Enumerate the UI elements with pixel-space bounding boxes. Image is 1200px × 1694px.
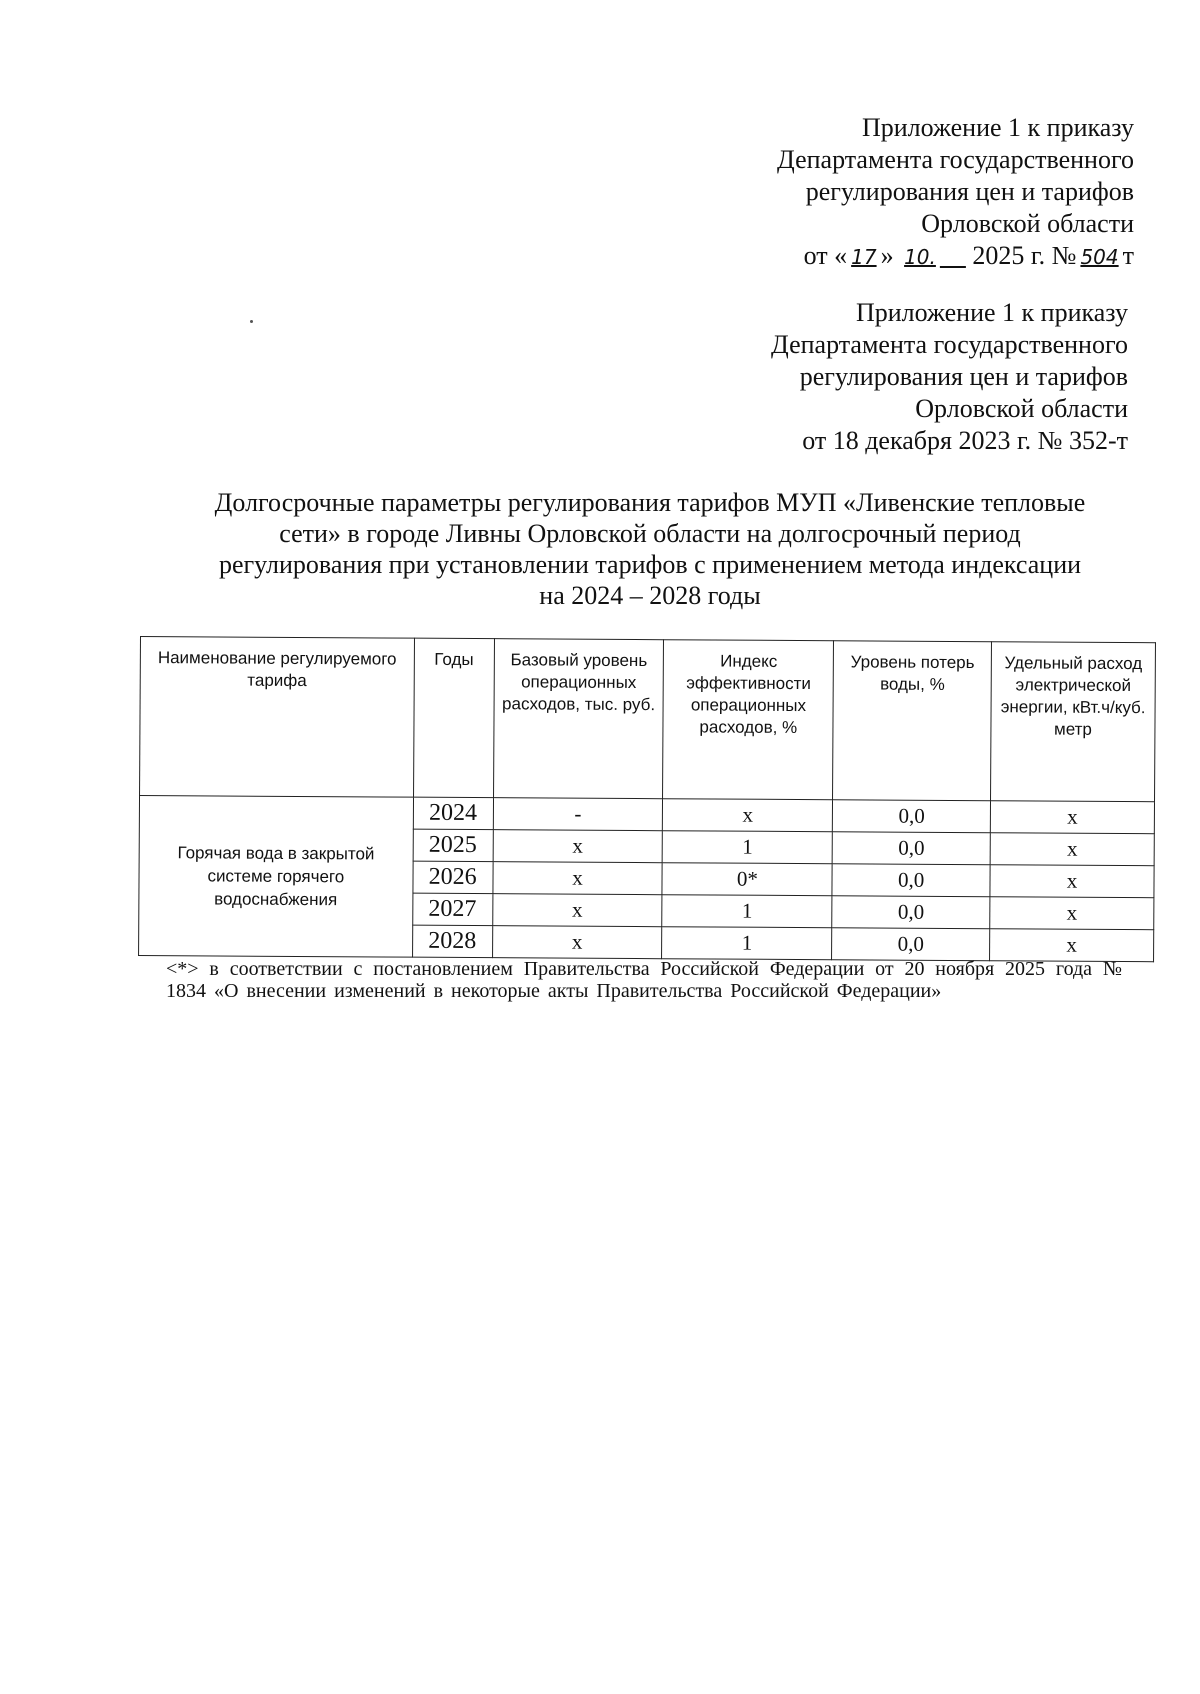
table-header-row: [140, 637, 1156, 802]
annex-line: Департамента государственного: [777, 145, 1134, 174]
index-cell: 0*: [662, 863, 832, 896]
base-cell: х: [492, 894, 662, 927]
year-cell: 2026: [413, 861, 493, 893]
base-cell: х: [493, 862, 663, 895]
index-cell: 1: [663, 831, 833, 864]
annex-line: Департамента государственного: [771, 330, 1128, 359]
loss-cell: 0,0: [832, 896, 990, 929]
loss-cell: 0,0: [833, 800, 991, 833]
index-cell: х: [663, 799, 833, 832]
annex-line: от 18 декабря 2023 г. № 352-т: [802, 426, 1128, 455]
footnote: <*> в соответствии с постановлением Правительства Российской Федерации от 20 ноября 2025 года № 1834 «О внесении изменений в некоторые акты Правительства Российской Федерации»: [166, 958, 1122, 1002]
loss-cell: 0,0: [832, 864, 990, 897]
index-cell: 1: [662, 895, 832, 928]
parameters-table-wrap: [138, 636, 1156, 962]
document-title: [180, 487, 1120, 611]
annex-date-line: [777, 240, 1134, 273]
header-tariff-name: Наименование регулируемого тарифа: [140, 637, 415, 798]
energy-cell: х: [990, 929, 1154, 962]
tariff-name-cell: Горячая вода в закрытой системе горячего водоснабжения: [139, 796, 414, 958]
handwritten-day: 17: [851, 245, 877, 269]
title-line: регулирования при установлении тарифов с применением метода индексации: [218, 550, 1082, 579]
base-cell: -: [493, 798, 663, 831]
loss-cell: 0,0: [832, 832, 990, 865]
annex-line: Приложение 1 к приказу: [855, 298, 1128, 327]
date-mid: »: [880, 241, 894, 270]
year-cell: 2027: [412, 893, 492, 925]
header-energy-consumption: Удельный расход электрической энергии, кВт.ч/куб. метр: [991, 642, 1156, 802]
annex-line: Орловской области: [915, 394, 1128, 423]
energy-cell: х: [990, 833, 1154, 866]
index-cell: 1: [662, 927, 832, 960]
annex-line: регулирования цен и тарифов: [799, 362, 1128, 391]
scan-speck: [250, 320, 253, 323]
energy-cell: х: [990, 801, 1154, 834]
header-water-loss: Уровень потерь воды, %: [833, 641, 992, 801]
year-cell: 2028: [412, 925, 492, 957]
handwritten-order-number: 504: [1080, 245, 1119, 269]
annex-header-current: [777, 112, 1134, 273]
energy-cell: х: [990, 897, 1154, 930]
annex-line: регулирования цен и тарифов: [805, 177, 1134, 206]
annex-line: Орловской области: [921, 209, 1134, 238]
date-year: 2025 г. №: [972, 241, 1077, 270]
loss-cell: 0,0: [832, 928, 990, 961]
year-cell: 2025: [413, 829, 493, 861]
header-base-level: Базовый уровень операционных расходов, тыс. руб.: [493, 639, 664, 799]
table-row: [139, 796, 1154, 834]
base-cell: х: [492, 926, 662, 959]
energy-cell: х: [990, 865, 1154, 898]
date-prefix: от «: [803, 241, 848, 270]
base-cell: х: [493, 830, 663, 863]
handwritten-month: 10.: [904, 245, 936, 269]
title-line: на 2024 – 2028 годы: [539, 581, 761, 610]
annex-header-previous: [771, 297, 1128, 457]
parameters-table: [138, 636, 1156, 962]
annex-line: Приложение 1 к приказу: [861, 113, 1134, 142]
header-efficiency-index: Индекс эффективности операционных расходов, %: [663, 640, 834, 800]
order-suffix: т: [1122, 241, 1134, 270]
title-line: сети» в городе Ливны Орловской области на долгосрочный период: [279, 519, 1021, 548]
header-years: Годы: [413, 638, 494, 797]
year-cell: 2024: [413, 797, 493, 829]
title-line: Долгосрочные параметры регулирования тарифов МУП «Ливенские тепловые: [214, 488, 1086, 517]
